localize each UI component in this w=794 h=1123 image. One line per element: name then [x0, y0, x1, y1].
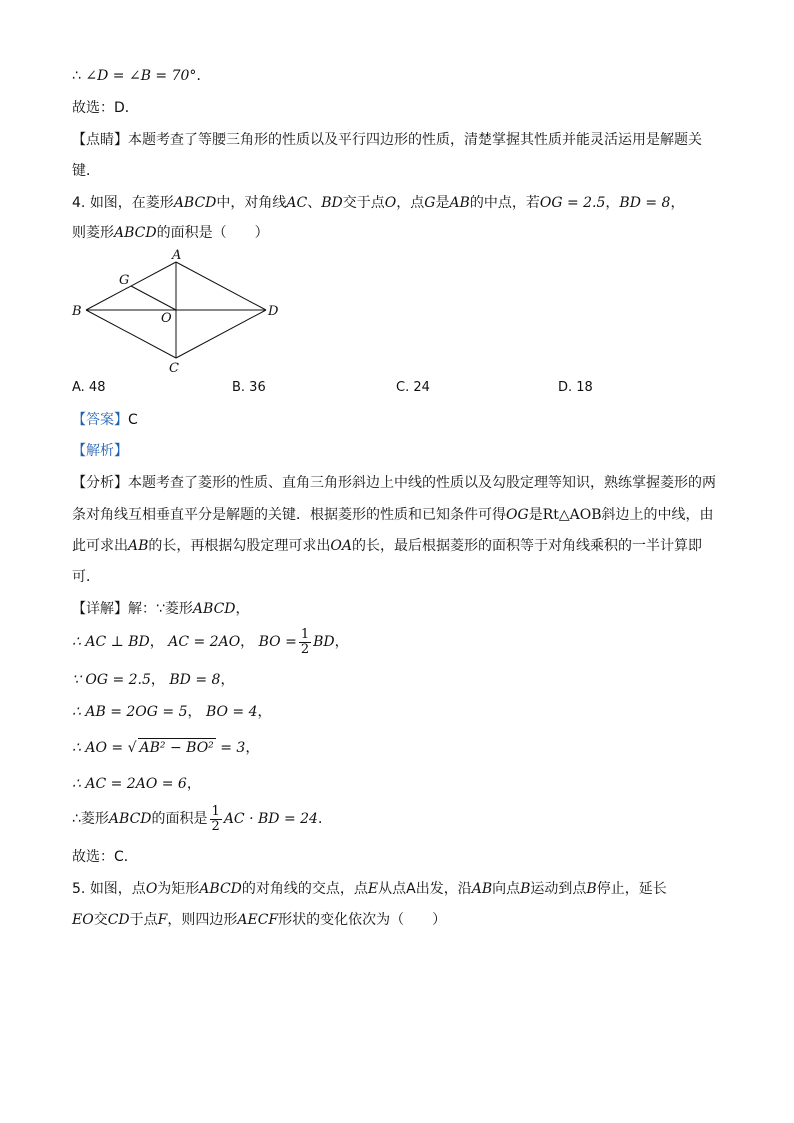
stem-text: 的中点，若 [469, 195, 540, 211]
fenxi-tag: 【分析】 [72, 475, 128, 491]
detail-line7 [72, 802, 332, 836]
math-abcd: ABCD [173, 195, 217, 211]
fenxi-text: 此可求出 [72, 538, 128, 554]
math-ac-2ao: AC = 2AO [168, 634, 241, 650]
comma: ， [187, 704, 202, 720]
sqrt-sign: √ [127, 740, 137, 756]
label-o: O [161, 311, 172, 326]
detail-line4 [72, 703, 272, 721]
question-number: 4. [72, 195, 86, 211]
segment-og [131, 286, 176, 310]
label-g: G [119, 273, 130, 288]
prev-comment [72, 131, 702, 149]
label-d: D [268, 304, 279, 319]
prev-comment-cont: 键． [72, 163, 100, 179]
comma: ， [670, 195, 685, 211]
math-b: B [520, 881, 531, 897]
math-cd: CD [107, 912, 130, 928]
fraction-denominator: 2 [211, 818, 220, 834]
option-c[interactable]: C. 24 [396, 380, 430, 395]
question-number: 5. [72, 881, 86, 897]
math-og: OG [506, 507, 529, 523]
comma: ， [605, 195, 620, 211]
math-abcd: ABCD [114, 225, 157, 241]
math-perpendicular: ∴ AC ⊥ BD [72, 634, 150, 650]
option-b[interactable]: B. 36 [232, 380, 266, 395]
answer-value: C [128, 412, 138, 428]
math-bo-value: BO = 4 [205, 704, 258, 720]
math-bd: BD [321, 195, 343, 211]
option-a[interactable]: A. 48 [72, 380, 106, 395]
fraction-denominator: 2 [300, 641, 310, 657]
fenxi-line4: 可． [72, 569, 100, 585]
stem-text: 如图，点 [89, 881, 146, 897]
fenxi-text: 本题考查了菱形的性质、直角三角形斜边上中线的性质以及勾股定理等知识，熟练掌握菱形的两 [128, 475, 716, 491]
detail-text: 解：∵菱形 [128, 601, 193, 617]
proof-line-angle [72, 67, 210, 85]
edge-dc [176, 310, 266, 358]
math-og-given: ∵ OG = 2.5 [72, 672, 151, 688]
analysis-tag [72, 442, 128, 460]
comma: ， [186, 776, 201, 792]
math-e: E [367, 881, 379, 897]
fenxi-line1 [72, 474, 716, 492]
stem-text: 的对角线的交点，点 [241, 881, 368, 897]
stem-text: 运动到点 [530, 881, 587, 897]
separator: 、 [307, 195, 322, 211]
stem-text: 是 [435, 195, 450, 211]
math-ab: AB [128, 538, 149, 554]
math-o: O [145, 881, 158, 897]
stem-text: 交于点 [342, 195, 385, 211]
comma: ， [240, 634, 255, 650]
detail-line5 [72, 738, 259, 757]
math-oa: OA [330, 538, 352, 554]
math-bo: BO = [258, 634, 297, 650]
comma: ， [334, 634, 349, 650]
detail-line3 [72, 671, 234, 689]
stem-text: 如图，在菱形 [89, 195, 174, 211]
stem-text: 中，对角线 [216, 195, 287, 211]
label-c: C [169, 361, 179, 376]
stem-text: 形状的变化依次为（ ） [278, 912, 447, 928]
q5-stem-line2 [72, 911, 446, 929]
q4-stem-line2 [72, 224, 269, 242]
stem-text: 于点 [129, 912, 158, 928]
detail-tag: 【详解】 [72, 601, 128, 617]
fraction-half [210, 805, 222, 834]
fenxi-text: 的长，再根据勾股定理可求出 [148, 538, 331, 554]
math-eo: EO [72, 912, 94, 928]
comment-text: 本题考查了等腰三角形的性质以及平行四边形的性质，清楚掌握其性质并能灵活运用是解题关 [128, 132, 702, 148]
comma: ， [235, 601, 250, 617]
math-f: F [157, 912, 168, 928]
prev-choice: 故选：D． [72, 100, 139, 116]
comma: ， [150, 672, 165, 688]
stem-text: 从点A出发，沿 [378, 881, 472, 897]
q5-stem-line1 [72, 880, 667, 898]
math-ab: AB [449, 195, 470, 211]
comma: ， [220, 672, 235, 688]
stem-text: 向点 [492, 881, 521, 897]
math-g: G [424, 195, 436, 211]
q4-stem-line1 [72, 194, 684, 212]
detail-line6 [72, 775, 201, 793]
math-bd-given: BD = 8 [169, 672, 221, 688]
detail-line2 [72, 625, 349, 659]
detail-choice: 故选：C． [72, 849, 138, 865]
period: ． [196, 68, 211, 84]
math-o: O [384, 195, 397, 211]
stem-text: 交 [93, 912, 108, 928]
fenxi-text: 斜边上的中线，由 [601, 507, 714, 523]
sqrt-radicand: AB² − BO² [139, 740, 214, 756]
fraction-numerator: 1 [300, 626, 310, 642]
comma: ， [149, 634, 164, 650]
math-bd: BD [313, 634, 335, 650]
stem-text: 为矩形 [157, 881, 200, 897]
answer-tag: 【答案】 [72, 412, 128, 428]
math-ab-value: ∴ AB = 2OG = 5 [72, 704, 188, 720]
math-abcd: ABCD [199, 881, 242, 897]
math-ao: ∴ AO = [72, 740, 124, 756]
math-ab: AB [471, 881, 493, 897]
therefore-symbol: ∴ [72, 68, 81, 84]
stem-text: 则菱形 [72, 225, 114, 241]
comment-tag: 【点睛】 [72, 132, 128, 148]
detail-line1 [72, 600, 250, 618]
fenxi-line2 [72, 506, 713, 524]
option-d[interactable]: D. 18 [558, 380, 593, 395]
comma: ， [257, 704, 272, 720]
stem-text: 停止，延长 [596, 881, 667, 897]
math-rt-aob: Rt△AOB [542, 507, 602, 523]
period: ． [317, 811, 332, 827]
detail-text: ∴菱形 [72, 811, 109, 827]
stem-text: 的面积是（ ） [156, 225, 269, 241]
detail-text: 的面积是 [151, 811, 208, 827]
fenxi-text: 条对角线互相垂直平分是解题的关键．根据菱形的性质和已知条件可得 [72, 507, 506, 523]
fenxi-text: 是 [528, 507, 543, 523]
analysis-tag-text: 【解析】 [72, 443, 128, 459]
label-b: B [72, 304, 82, 319]
math-aecf: AECF [237, 912, 279, 928]
fraction-numerator: 1 [211, 803, 220, 819]
math-result: = 3 [220, 740, 246, 756]
math-abcd: ABCD [108, 811, 152, 827]
stem-text: ，则四边形 [167, 912, 238, 928]
stem-text: ，点 [396, 195, 425, 211]
math-og-value: OG = 2.5 [539, 195, 606, 211]
math-bd-value: BD = 8 [619, 195, 671, 211]
math-abcd: ABCD [192, 601, 236, 617]
answer-line [72, 411, 138, 429]
angle-equation: ∠D = ∠B = 70° [85, 68, 197, 84]
math-ac-value: ∴ AC = 2AO = 6 [72, 776, 187, 792]
label-a: A [172, 248, 182, 263]
fenxi-text: 的长，最后根据菱形的面积等于对角线乘积的一半计算即 [352, 538, 702, 554]
rhombus-figure [66, 244, 286, 376]
math-area: AC · BD = 24 [223, 811, 318, 827]
fraction-half [299, 628, 311, 657]
edge-ad [176, 262, 266, 310]
math-b: B [586, 881, 597, 897]
comma: ， [245, 740, 260, 756]
fenxi-line3 [72, 537, 702, 555]
math-ac: AC [286, 195, 308, 211]
